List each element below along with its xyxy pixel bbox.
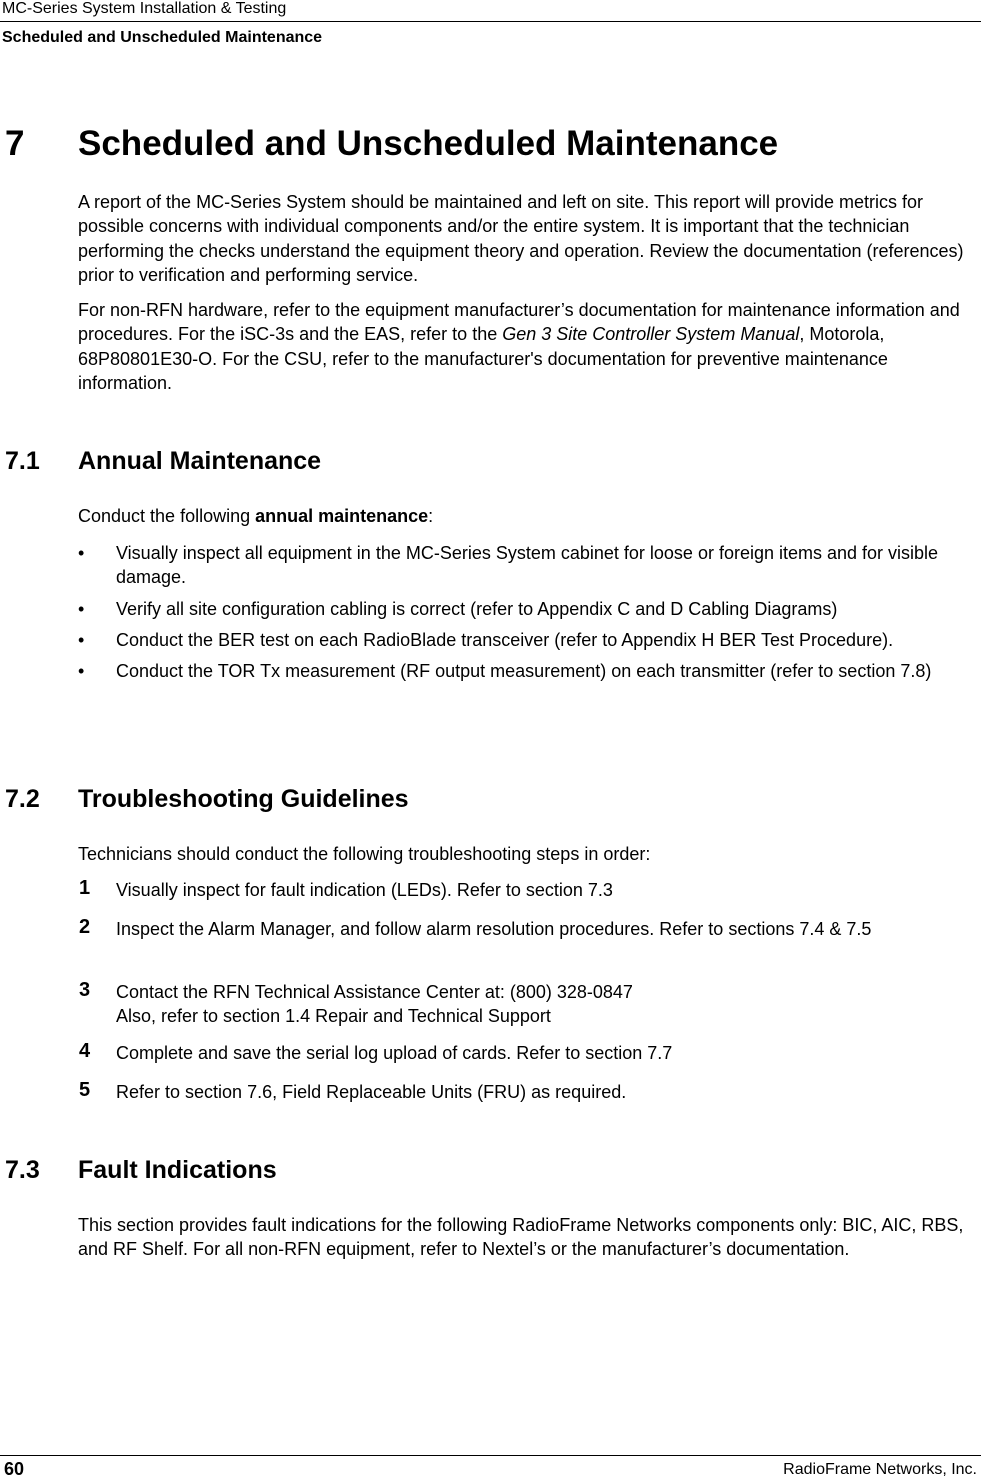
step-text: Complete and save the serial log upload of cards. Refer to section 7.7 <box>116 1043 673 1063</box>
section-heading-7-1 <box>5 446 321 476</box>
bullet-icon: • <box>78 629 85 650</box>
bullet-icon: • <box>78 598 85 619</box>
list-item-text: Visually inspect all equipment in the MC-Series System cabinet for loose or foreign items and for visible damage. <box>116 543 939 588</box>
chapter-title: Scheduled and Unscheduled Maintenance <box>78 124 779 163</box>
section-title: Fault Indications <box>78 1156 277 1184</box>
section-number: 7.1 <box>5 447 40 475</box>
list-item <box>78 597 978 621</box>
fault-indications-paragraph: This section provides fault indications for the following RadioFrame Networks components only: BIC, AIC, RBS, and RF Shelf. For all non-RFN equipment, refer to Nextel’s or the manufacturer’s documentation. <box>78 1215 964 1260</box>
list-item-text: Conduct the BER test on each RadioBlade transceiver (refer to Appendix H BER Test Procedure). <box>116 629 894 650</box>
intro-text-before: For non-RFN hardware, refer to the equipment manufacturer’s documentation for maintenance information and procedures. For the iSC-3s and the EAS, refer to the <box>78 300 960 345</box>
section-title: Troubleshooting Guidelines <box>78 785 409 813</box>
bullet-icon: • <box>78 661 85 682</box>
step-item <box>78 878 978 902</box>
list-item <box>78 659 978 683</box>
section-title: Annual Maintenance <box>78 447 322 475</box>
annual-maintenance-list <box>78 541 978 690</box>
troubleshooting-lead: Technicians should conduct the following troubleshooting steps in order: <box>78 844 651 864</box>
chapter-intro-paragraph-1: A report of the MC-Series System should be maintained and left on site. This report will provide metrics for possible concerns with individual components and/or the entire system. It is important that the technician performing the checks understand the equipment theory and operation. Review the documentation (references) prior to verification and performing service. <box>78 192 964 285</box>
section-number: 7.2 <box>5 785 40 813</box>
lead-emphasis: annual maintenance <box>255 506 429 526</box>
lead-colon: : <box>428 506 434 526</box>
step-number: 3 <box>79 979 91 1001</box>
page-number: 60 <box>4 1459 25 1479</box>
company-name: RadioFrame Networks, Inc. <box>783 1461 977 1478</box>
step-number: 5 <box>79 1079 91 1101</box>
list-item <box>78 628 978 652</box>
list-item-text: Verify all site configuration cabling is correct (refer to Appendix C and D Cabling Diagrams) <box>116 598 838 619</box>
section-heading-7-2 <box>5 784 409 814</box>
step-item <box>78 980 978 1029</box>
header-divider <box>0 21 981 22</box>
footer-divider <box>0 1455 981 1456</box>
step-item <box>78 1080 978 1104</box>
running-header-chapter: Scheduled and Unscheduled Maintenance <box>2 29 323 46</box>
section-heading-7-3 <box>5 1155 277 1185</box>
intro-text-after: , Motorola, 68P80801E30-O. For the CSU, refer to the manufacturer's documentation for preventive maintenance information. <box>78 324 888 393</box>
manual-title-reference: Gen 3 Site Controller System Manual <box>502 324 800 345</box>
step-text: Visually inspect for fault indication (LEDs). Refer to section 7.3 <box>116 880 613 900</box>
step-number: 2 <box>79 916 91 938</box>
list-item-text: Conduct the TOR Tx measurement (RF output measurement) on each transmitter (refer to section 7.8) <box>116 661 932 682</box>
chapter-heading <box>5 122 778 166</box>
bullet-icon: • <box>78 543 85 563</box>
step-text-continued: Also, refer to section 1.4 Repair and Technical Support <box>116 1006 551 1027</box>
lead-text: Conduct the following <box>78 506 256 526</box>
chapter-intro-paragraph-2 <box>78 298 976 395</box>
step-number: 1 <box>79 877 91 899</box>
step-item <box>78 1041 978 1065</box>
list-item <box>78 541 978 590</box>
annual-maintenance-lead <box>78 504 976 528</box>
section-number: 7.3 <box>5 1156 40 1184</box>
chapter-number: 7 <box>5 124 25 163</box>
step-number: 4 <box>79 1040 91 1062</box>
step-item <box>78 917 978 941</box>
step-text: Refer to section 7.6, Field Replaceable Units (FRU) as required. <box>116 1082 627 1102</box>
step-text: Inspect the Alarm Manager, and follow alarm resolution procedures. Refer to sections 7.4 & 7.5 <box>116 919 872 939</box>
running-header-title: MC-Series System Installation & Testing <box>2 0 287 17</box>
step-text: Contact the RFN Technical Assistance Center at: (800) 328-0847 <box>116 982 633 1002</box>
